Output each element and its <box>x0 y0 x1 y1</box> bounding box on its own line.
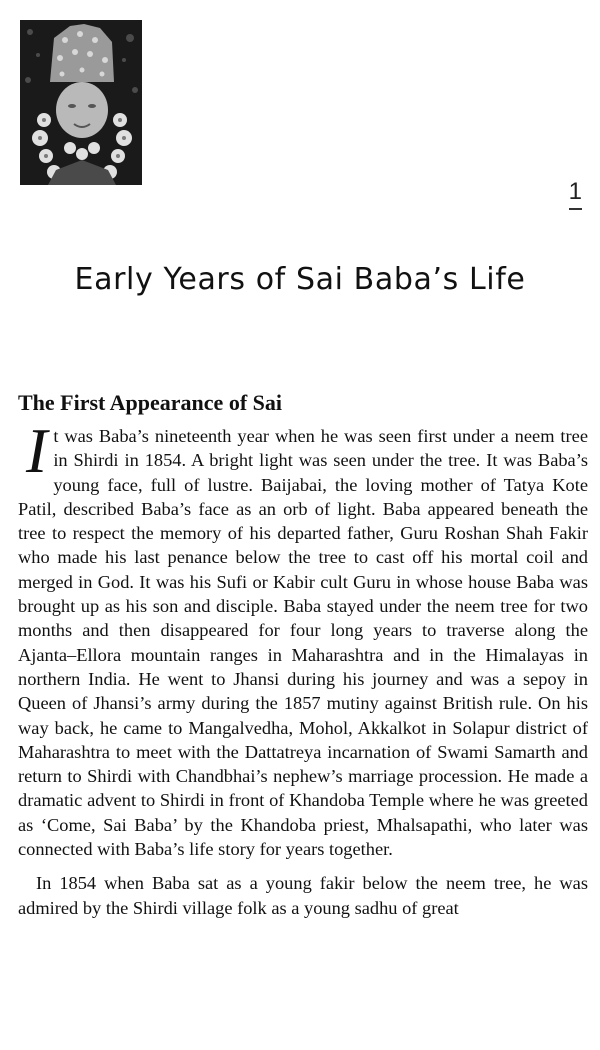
chapter-number: 1 <box>569 180 582 210</box>
section-heading: The First Appearance of Sai <box>18 390 282 415</box>
portrait-illustration <box>20 20 142 185</box>
sai-baba-photo <box>20 20 142 185</box>
chapter-title: Early Years of Sai Baba’s Life <box>74 262 526 297</box>
body-text <box>18 415 588 920</box>
drop-cap: I <box>26 415 48 486</box>
paragraph-2: In 1854 when Baba sat as a young fakir below the neem tree, he was admired by the Shirdi village folk as a young sadhu of great <box>18 873 588 918</box>
paragraph-1-text: t was Baba’s nineteenth year when he was seen first under a neem tree in Shirdi in 1854. A bright light was seen under the tree. It was Baba’s young face, full of lustre. Baijabai, the loving mother of Tatya Kote Patil, described Baba’s face as an orb of light. Baba appeared beneath the tree to respect the memory of his departed father, Guru Roshan Shah Fakir who made his last penance below the tree to cast off his mortal coil and merged in God. It was his Sufi or Kabir cult Guru in whose house Baba was brought up as his son and disciple. Baba stayed under the neem tree for two months and then disappeared for four long years to traverse along the Ajanta–Ellora mountain ranges in Maharashtra and in the Himalayas in northern India. He went to Jhansi during his journey and was a sepoy in Queen of Jhansi’s army during the 1857 mutiny against British rule. On his way back, he came to Mangalvedha, Mohol, Akkalkot in Solapur district of Maharashtra to meet with the Dattatreya incarnation of Swami Samarth and return to Shirdi with Chandbhai’s nephew’s marriage procession. He made a dramatic advent to Shirdi in front of Khandoba Temple where he was greeted as ‘Come, Sai Baba’ by the Khandoba priest, Mhalsapathi, who later was connected with Baba’s life story for years together. <box>18 426 588 860</box>
paragraph-1 <box>18 415 588 861</box>
